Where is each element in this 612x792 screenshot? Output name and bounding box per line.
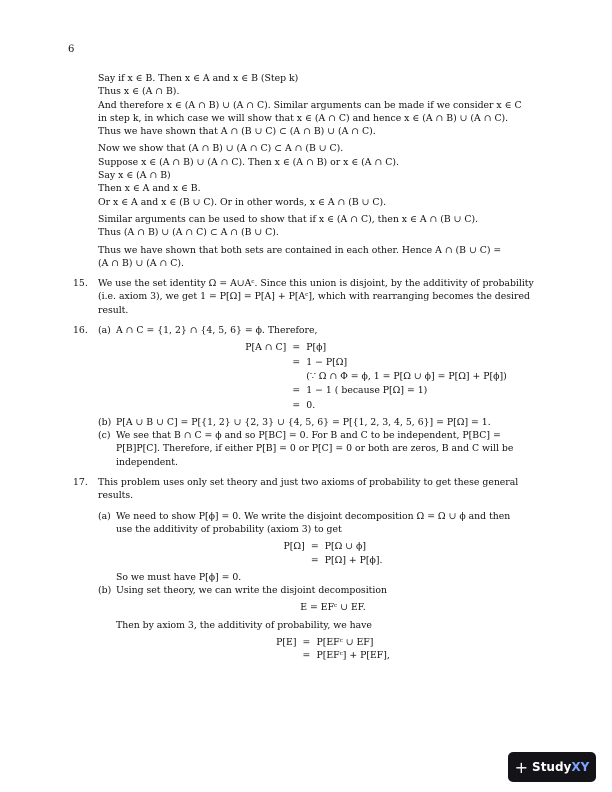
text-line: Using set theory, we can write the disjoint decomposition [116,585,387,597]
logo-text: Study [532,760,572,774]
studyxy-logo [508,752,596,782]
page-content [73,72,550,663]
equals-sign: = [310,554,319,566]
text-line: (A ∩ B) ∪ (A ∩ C). [98,257,184,269]
text-line: And therefore x ∈ (A ∩ B) ∪ (A ∩ C). Similar arguments can be made if we consider x ∈ C [98,99,522,111]
problem-15 [73,277,550,317]
equation-array [116,540,550,567]
text-line: Similar arguments can be used to show that if x ∈ (A ∩ C), then x ∈ A ∩ (B ∪ C). [98,213,479,225]
text-line: Then by axiom 3, the additivity of probability, we have [116,619,372,631]
text-line: Say x ∈ (A ∩ B) [98,170,171,182]
problem-17 [73,476,550,663]
equation-array [116,636,550,663]
text-line: Thus x ∈ (A ∩ B). [98,86,180,98]
text-line: Or x ∈ A and x ∈ (B ∪ C). Or in other words, x ∈ A ∩ (B ∪ C). [98,196,387,208]
page-number: 6 [68,44,75,55]
equation-lhs: P[Ω] [283,541,305,553]
equation-rhs: P[EFᶜ] + P[EF], [316,650,390,662]
text-line: A ∩ C = {1, 2} ∩ {4, 5, 6} = ϕ. Therefore, [116,325,318,337]
text-line: use the additivity of probability (axiom 3) to get [116,523,342,535]
text-line: Thus (A ∩ B) ∪ (A ∩ C) ⊂ A ∩ (B ∪ C). [98,227,279,239]
equation-rhs: 1 − P[Ω] [306,356,348,368]
display-equation: E = EFᶜ ∪ EF. [300,602,366,614]
equation-rhs: 1 − 1 ( because P[Ω] = 1) [306,385,428,397]
text-line: We need to show P[ϕ] = 0. We write the disjoint decomposition Ω = Ω ∪ ϕ and then [116,510,511,522]
equals-sign: = [292,385,301,397]
text-line: Say if x ∈ B. Then x ∈ A and x ∈ B (Step k) [98,73,299,84]
equation-lhs: P[E] [276,636,297,648]
equals-sign: = [310,541,319,553]
problem-16 [73,324,550,469]
equals-sign: = [292,399,301,411]
plus-icon: + [514,757,529,777]
equation-rhs: 0. [306,399,316,411]
equals-sign: = [292,356,301,368]
text-line: We see that B ∩ C = ϕ and so P[BC] = 0. For B and C to be independent, P[BC] = [116,430,501,442]
part-label: (a) [98,510,111,522]
text-line: We use the set identity Ω = A∪Aᶜ. Since this union is disjoint, by the additivity of probability [98,278,534,290]
text-line: Thus we have shown that A ∩ (B ∪ C) ⊂ (A ∩ B) ∪ (A ∩ C). [98,126,376,138]
problem-number: 17. [73,477,88,489]
logo-text-accent: XY [571,760,590,774]
text-line: results. [98,490,134,502]
text-line: This problem uses only set theory and just two axioms of probability to get these general [98,477,519,489]
proof-block-1 [98,72,550,138]
problem-16-part-b [98,416,550,429]
problem-16-part-a [98,324,550,412]
part-label: (c) [98,430,111,442]
text-line: So we must have P[ϕ] = 0. [116,571,242,583]
problem-16-part-c [98,429,550,469]
proof-block-4 [98,244,550,271]
text-line: independent. [116,456,178,468]
problem-17-part-b [98,584,550,662]
text-line: result. [98,304,129,316]
equation-array [202,341,550,411]
text-line: Suppose x ∈ (A ∩ B) ∪ (A ∩ C). Then x ∈ (A ∩ B) or x ∈ (A ∩ C). [98,156,399,168]
part-label: (b) [98,416,112,428]
problem-number: 15. [73,278,88,290]
problem-number: 16. [73,325,88,337]
text-line: P[A ∪ B ∪ C] = P[{1, 2} ∪ {2, 3} ∪ {4, 5, 6} = P[{1, 2, 3, 4, 5, 6}] = P[Ω] = 1. [116,416,491,428]
text-line: in step k, in which case we will show that x ∈ (A ∩ C) and hence x ∈ (A ∩ B) ∪ (A ∩ C). [98,112,509,124]
equation-rhs: P[Ω ∪ ϕ] [324,541,366,553]
proof-block-3 [98,213,550,240]
problem-17-part-a [98,510,550,584]
equals-sign: = [302,636,311,648]
equation-rhs: P[EFᶜ ∪ EF] [316,636,374,648]
part-label: (a) [98,325,111,337]
text-line: Then x ∈ A and x ∈ B. [98,183,201,195]
equation-lhs: P[A ∩ C] [245,342,287,354]
equation-rhs: P[ϕ] [306,342,327,354]
text-line: (i.e. axiom 3), we get 1 = P[Ω] = P[A] + P[Aᶜ], which with rearranging becomes the desired [98,291,530,303]
equation-rhs: P[Ω] + P[ϕ]. [324,554,383,566]
equals-sign: = [302,650,311,662]
part-label: (b) [98,585,112,597]
equals-sign: = [292,342,301,354]
text-line: Now we show that (A ∩ B) ∪ (A ∩ C) ⊂ A ∩ (B ∪ C). [98,143,344,155]
equation-note: (∵ Ω ∩ Φ = ϕ, 1 = P[Ω ∪ ϕ] = P[Ω] + P[ϕ]) [306,370,507,382]
proof-block-2 [98,142,550,208]
text-line: P[B]P[C]. Therefore, if either P[B] = 0 or P[C] = 0 or both are zeros, B and C will be [116,443,514,455]
text-line: Thus we have shown that both sets are contained in each other. Hence A ∩ (B ∪ C) = [98,244,502,256]
